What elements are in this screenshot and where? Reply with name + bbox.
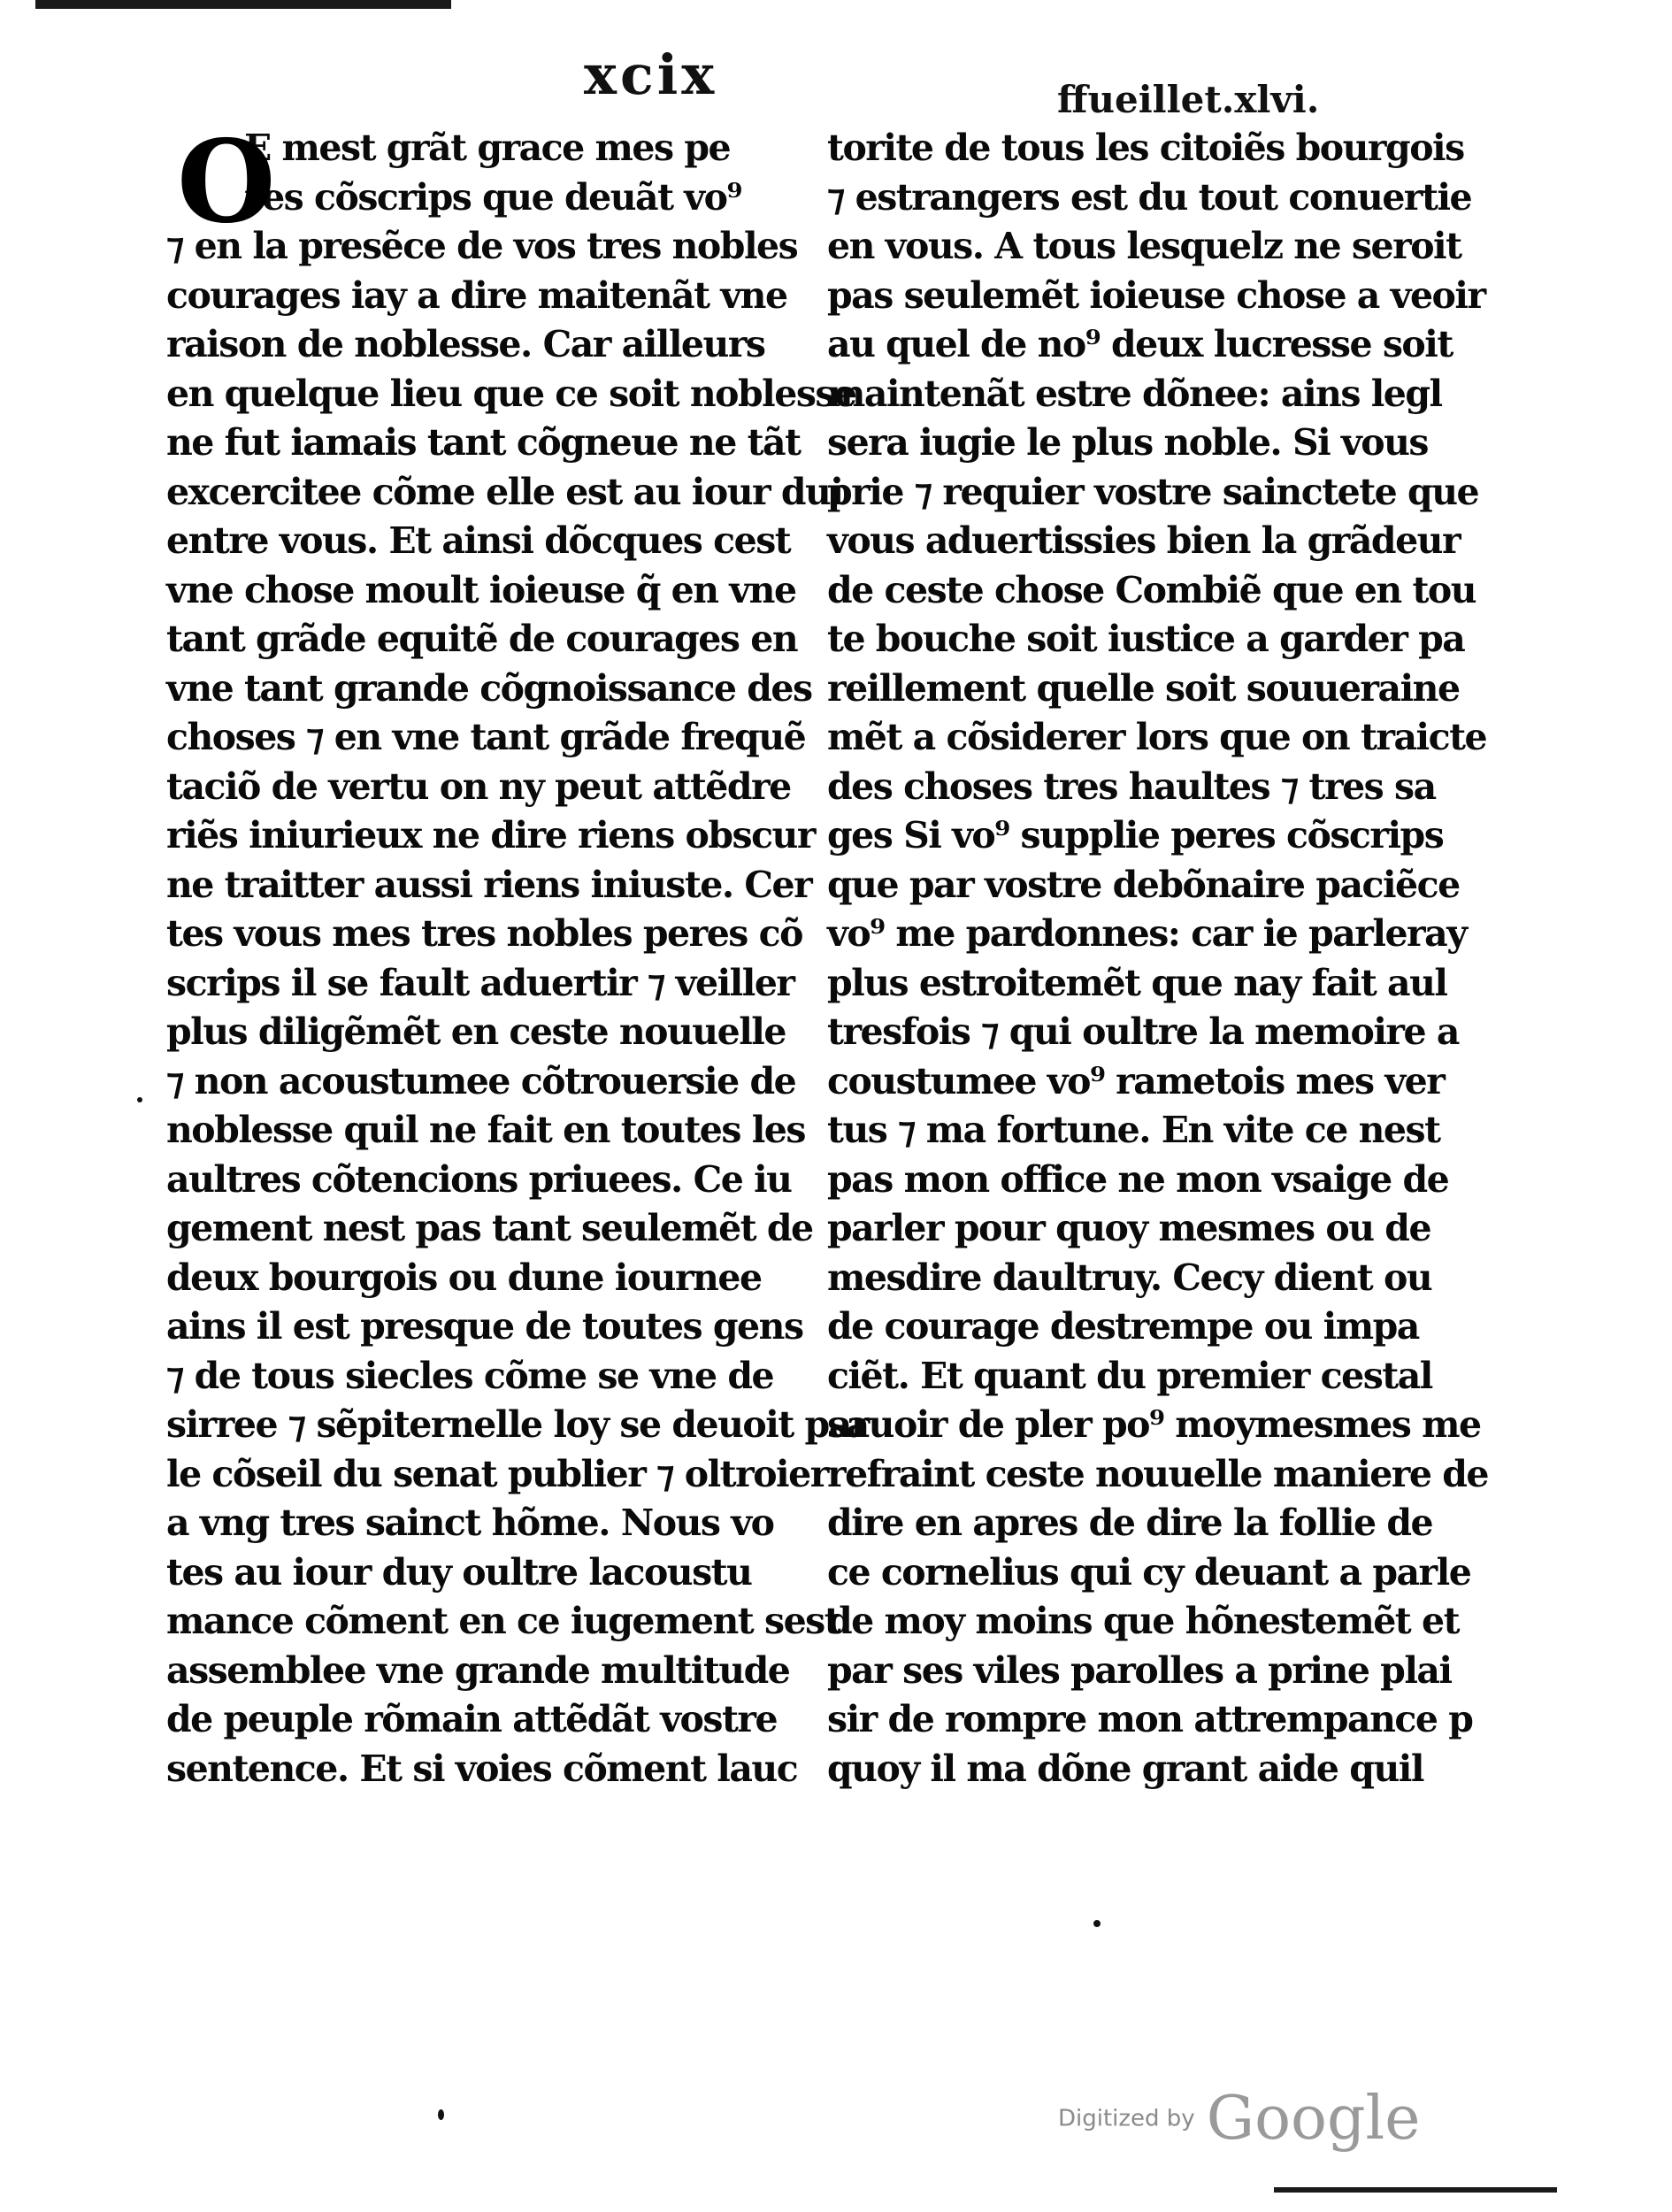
text-line: plus diligẽmẽt en ceste nouuelle [166, 1010, 786, 1053]
text-line: sera iugie le plus noble. Si vous [827, 421, 1428, 464]
text-line: vous aduertissies bien la grãdeur [827, 519, 1461, 562]
text-line: vne chose moult ioieuse q̃ en vne [166, 568, 796, 611]
text-line: quoy il ma dõne grant aide quil [827, 1747, 1423, 1790]
text-line: dire en apres de dire la follie de [827, 1502, 1433, 1544]
text-line: ⁊ en la presẽce de vos tres nobles [166, 225, 798, 267]
text-line: vne tant grande cõgnoissance des [166, 666, 812, 710]
google-logo: Google [1206, 2084, 1421, 2154]
text-line: de peuple rõmain attẽdãt vostre [166, 1698, 778, 1740]
text-line: maintenãt estre dõnee: ains legl [827, 372, 1442, 415]
text-line: tes vous mes tres nobles peres cõ [166, 912, 802, 955]
text-line: entre vous. Et ainsi dõcques cest [166, 519, 791, 562]
scan-edge-top [35, 0, 451, 9]
digitized-label: Digitized by [1058, 2105, 1195, 2132]
text-line: plus estroitemẽt que nay fait aul [827, 961, 1447, 1004]
text-line: mance cõment en ce iugement sest [166, 1600, 840, 1642]
decorated-initial: O [177, 116, 276, 249]
text-line: ciẽt. Et quant du premier cestal [827, 1354, 1432, 1397]
text-line: raison de noblesse. Car ailleurs [166, 323, 765, 365]
text-line: deux bourgois ou dune iournee [166, 1256, 762, 1299]
text-line: sauoir de pler po⁹ moymesmes me [827, 1403, 1481, 1446]
text-line: sentence. Et si voies cõment lauc [166, 1747, 798, 1790]
text-line: au quel de no⁹ deux lucresse soit [827, 323, 1453, 365]
text-line: coustumee vo⁹ rametois mes ver [827, 1059, 1445, 1102]
text-line: prie ⁊ requier vostre sainctete que [827, 470, 1479, 513]
text-line: tes au iour duy oultre lacoustu [166, 1550, 752, 1594]
left-text-column [166, 116, 869, 1793]
text-line: aultres cõtencions priuees. Ce iu [166, 1157, 792, 1201]
ink-speck [137, 1097, 142, 1102]
text-line: sir de rompre mon attrempance p [827, 1698, 1473, 1740]
text-line: tant grãde equitẽ de courages en [166, 618, 798, 660]
text-line: scrips il se fault aduertir ⁊ veiller [166, 961, 794, 1004]
folio-number: ffueillet.xlvi. [1057, 78, 1320, 121]
text-line: des choses tres haultes ⁊ tres sa [827, 764, 1436, 808]
right-text-column [827, 124, 1489, 1793]
text-line: ges Si vo⁹ supplie peres cõscrips [827, 814, 1444, 856]
text-line: mesdire daultruy. Cecy dient ou [827, 1256, 1432, 1299]
scan-edge-bottom [1274, 2187, 1557, 2193]
text-line: E mest grãt grace mes pe [244, 127, 731, 169]
signature-mark: xcix [584, 42, 718, 107]
text-line: ne fut iamais tant cõgneue ne tãt [166, 421, 801, 464]
text-line: noblesse quil ne fait en toutes les [166, 1109, 805, 1151]
text-line: ce cornelius qui cy deuant a parle [827, 1550, 1471, 1594]
text-line: torite de tous les citoiẽs bourgois [827, 127, 1464, 169]
text-line: te bouche soit iustice a garder pa [827, 618, 1465, 660]
text-line: ⁊ non acoustumee cõtrouersie de [166, 1059, 796, 1102]
text-line: de courage destrempe ou impa [827, 1305, 1419, 1348]
text-line: taciõ de vertu on ny peut attẽdre [166, 764, 791, 808]
text-line: que par vostre debõnaire paciẽce [827, 863, 1460, 906]
text-line: courages iay a dire maitenãt vne [166, 273, 787, 317]
text-line: a vng tres sainct hõme. Nous vo [166, 1502, 774, 1544]
text-line: pas seulemẽt ioieuse chose a veoir [827, 273, 1485, 317]
text-line: res cõscrips que deuãt vo⁹ [244, 175, 741, 219]
text-line: par ses viles parolles a prine plai [827, 1648, 1452, 1692]
digitized-watermark [1058, 2084, 1421, 2154]
text-line: ⁊ estrangers est du tout conuertie [827, 175, 1472, 219]
text-line: excercitee cõme elle est au iour dui [166, 470, 843, 513]
text-line: le cõseil du senat publier ⁊ oltroier [166, 1452, 828, 1495]
text-line: sirree ⁊ sẽpiternelle loy se deuoit par [166, 1403, 869, 1446]
text-line: vo⁹ me pardonnes: car ie parleray [827, 912, 1467, 955]
text-line: tus ⁊ ma fortune. En vite ce nest [827, 1109, 1440, 1151]
ink-speck [1093, 1920, 1101, 1927]
text-line: en quelque lieu que ce soit noblesse [166, 372, 856, 415]
text-line: mẽt a cõsiderer lors que on traicte [827, 716, 1487, 758]
text-line: assemblee vne grande multitude [166, 1648, 790, 1692]
text-line: choses ⁊ en vne tant grãde frequẽ [166, 716, 806, 758]
text-line: parler pour quoy mesmes ou de [827, 1207, 1431, 1249]
text-line: en vous. A tous lesquelz ne seroit [827, 225, 1461, 267]
text-line: reillement quelle soit souueraine [827, 666, 1460, 710]
text-line: tresfois ⁊ qui oultre la memoire a [827, 1010, 1459, 1053]
text-line: ⁊ de tous siecles cõme se vne de [166, 1354, 774, 1397]
text-line: gement nest pas tant seulemẽt de [166, 1207, 813, 1249]
text-line: de ceste chose Combiẽ que en tou [827, 568, 1476, 611]
text-line: refraint ceste nouuelle maniere de [827, 1452, 1489, 1495]
text-line: riẽs iniurieux ne dire riens obscur [166, 814, 815, 856]
text-line: pas mon office ne mon vsaige de [827, 1157, 1449, 1201]
text-line: de moy moins que hõnestemẽt et [827, 1600, 1460, 1642]
text-line: ains il est presque de toutes gens [166, 1305, 803, 1348]
text-line: ne traitter aussi riens iniuste. Cer [166, 863, 812, 906]
ink-speck [438, 2109, 444, 2120]
